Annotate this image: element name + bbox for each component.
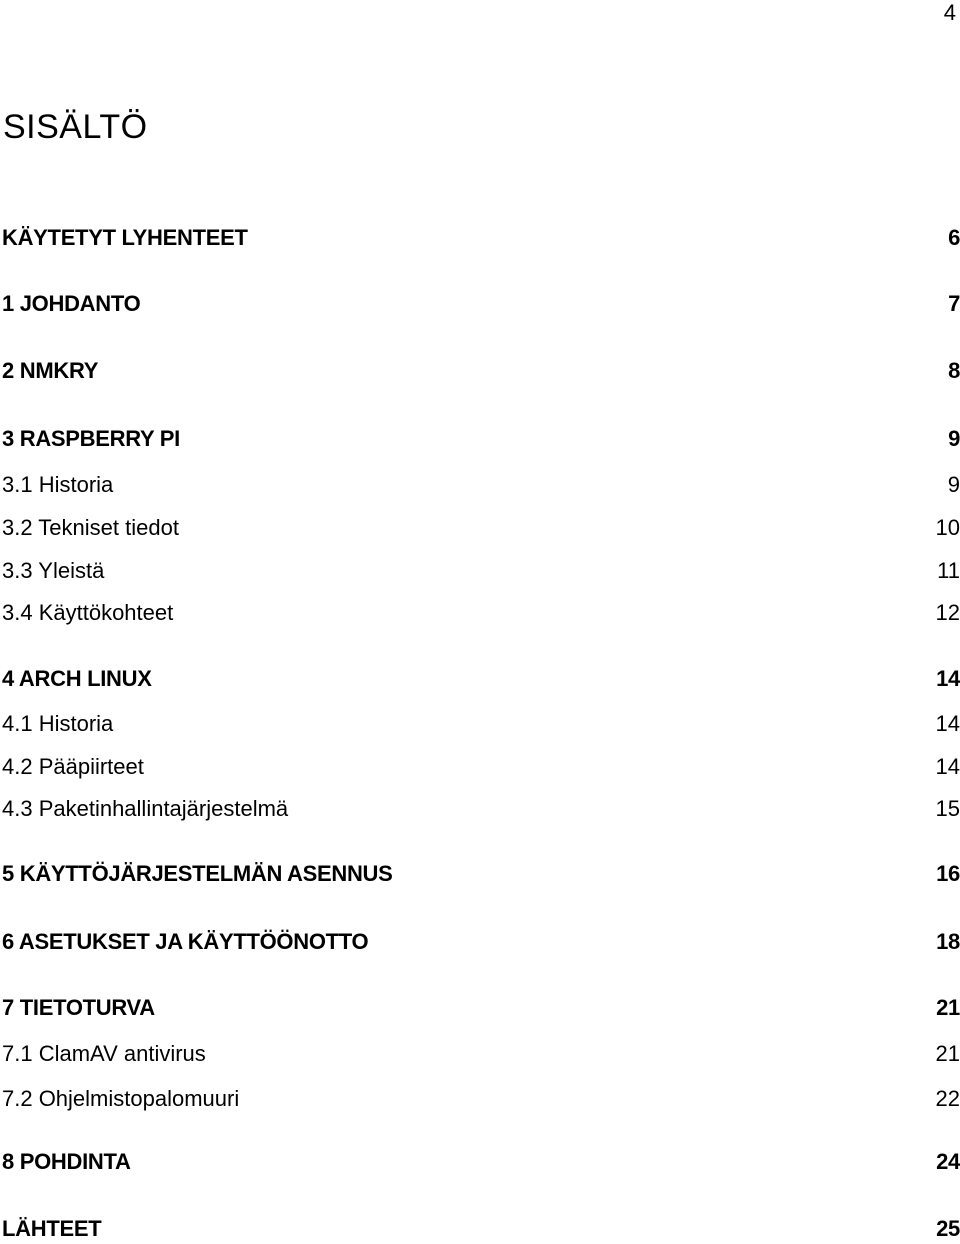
toc-entry-chapter-6[interactable]: [2, 927, 960, 957]
toc-entry-section-3-1[interactable]: [2, 470, 960, 500]
toc-entry-page: 11: [937, 558, 960, 583]
toc-entry-section-3-4[interactable]: [2, 598, 960, 628]
toc-entry-page: 21: [936, 995, 960, 1020]
toc-entry-label: 4.3 Paketinhallintajärjestelmä: [2, 796, 289, 821]
toc-entry-references[interactable]: [2, 1214, 960, 1244]
toc-entry-page: 7: [948, 291, 960, 316]
toc-entry-label: LÄHTEET: [2, 1216, 102, 1241]
toc-entry-page: 25: [936, 1216, 960, 1241]
toc-entry-page: 14: [936, 666, 960, 691]
toc-entry-label: 4.2 Pääpiirteet: [2, 754, 144, 779]
toc-title: SISÄLTÖ: [3, 108, 148, 146]
toc-entry-label: 7.1 ClamAV antivirus: [2, 1041, 206, 1066]
toc-entry-label: 3.1 Historia: [2, 472, 114, 497]
toc-entry-page: 14: [935, 711, 960, 736]
toc-entry-chapter-4[interactable]: [2, 664, 960, 694]
toc-entry-page: 9: [947, 472, 960, 497]
toc-entry-page: 10: [935, 515, 960, 540]
toc-entry-label: KÄYTETYT LYHENTEET: [2, 225, 248, 250]
toc-entry-page: 6: [948, 225, 960, 250]
toc-entry-chapter-8[interactable]: [2, 1147, 960, 1177]
toc-entry-label: 7 TIETOTURVA: [2, 995, 155, 1020]
toc-entry-section-7-2[interactable]: [2, 1084, 960, 1114]
toc-entry-label: 3.4 Käyttökohteet: [2, 600, 174, 625]
toc-entry-page: 18: [936, 929, 960, 954]
toc-entry-page: 24: [936, 1149, 960, 1174]
toc-entry-label: 3.3 Yleistä: [2, 558, 105, 583]
toc-entry-page: 12: [935, 600, 960, 625]
toc-entry-chapter-1[interactable]: [2, 289, 960, 319]
toc-entry-page: 8: [948, 358, 960, 383]
toc-entry-label: 5 KÄYTTÖJÄRJESTELMÄN ASENNUS: [2, 861, 393, 886]
toc-entry-page: 21: [935, 1041, 960, 1066]
toc-entry-page: 16: [936, 861, 960, 886]
toc-entry-label: 8 POHDINTA: [2, 1149, 131, 1174]
toc-entry-label: 3 RASPBERRY PI: [2, 426, 180, 451]
toc-entry-section-4-2[interactable]: [2, 752, 960, 782]
toc-entry-chapter-7[interactable]: [2, 993, 960, 1023]
toc-entry-section-4-1[interactable]: [2, 709, 960, 739]
toc-entry-label: 2 NMKRY: [2, 358, 99, 383]
toc-entry-label: 1 JOHDANTO: [2, 291, 141, 316]
toc-entry-section-7-1[interactable]: [2, 1039, 960, 1069]
toc-entry-chapter-3[interactable]: [2, 424, 960, 454]
toc-entry-label: 4 ARCH LINUX: [2, 666, 152, 691]
toc-entry-chapter-2[interactable]: [2, 356, 960, 386]
toc-entry-page: 15: [935, 796, 960, 821]
toc-entry-page: 22: [935, 1086, 960, 1111]
toc-entry-section-3-3[interactable]: [2, 556, 960, 586]
toc-entry-label: 6 ASETUKSET JA KÄYTTÖÖNOTTO: [2, 929, 369, 954]
toc-entry-section-3-2[interactable]: [2, 513, 960, 543]
toc-entry-page: 9: [948, 426, 960, 451]
toc-entry-section-4-3[interactable]: [2, 794, 960, 824]
page-number: 4: [943, 0, 956, 25]
toc-entry-label: 4.1 Historia: [2, 711, 114, 736]
toc-entry-label: 3.2 Tekniset tiedot: [2, 515, 179, 540]
toc-entry-chapter-5[interactable]: [2, 859, 960, 889]
toc-entry-page: 14: [935, 754, 960, 779]
toc-entry-label: 7.2 Ohjelmistopalomuuri: [2, 1086, 240, 1111]
toc-entry-abbreviations[interactable]: [2, 223, 960, 253]
